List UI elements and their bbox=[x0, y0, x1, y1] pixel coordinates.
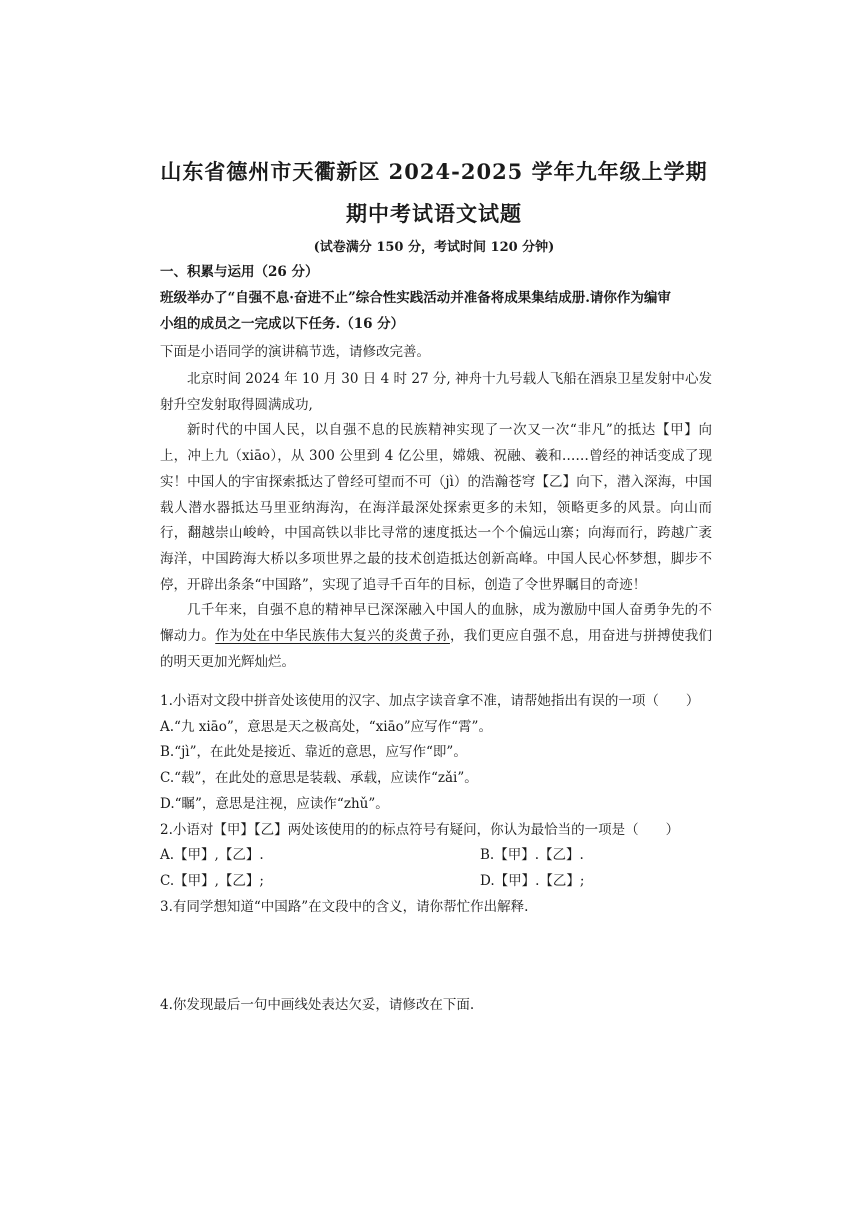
q2-option-c: C.【甲】,【乙】; bbox=[160, 872, 264, 889]
passage-paragraph-3 bbox=[160, 598, 712, 675]
q1-option-c: C.“载”，在此处的意思是装载、承载，应读作“zǎi”。 bbox=[160, 770, 478, 787]
passage-paragraph-2: 新时代的中国人民，以自强不息的民族精神实现了一次又一次“非凡”的抵达【甲】向上，冲上九（xiāo），从 300 公里到 4 亿公里，嫦娥、祝融、羲和……曾经的神话变成了现实！中国人的宇宙探索抵达了曾经可望而不可（jì）的浩瀚苍穹【乙】向下，潜入深海，中国载人潜水器抵达马里亚纳海沟，在海洋最深处探索更多的未知，领略更多的风景。向山而行，翻越崇山峻岭，中国高铁以非比寻常的速度抵达一个个偏远山寨；向海而行，跨越广袤海洋，中国跨海大桥以多项世界之最的技术创造抵达创新高峰。中国人民心怀梦想，脚步不停，开辟出条条“中国路”，实现了追寻千百年的目标，创造了令世界瞩目的奇迹！ bbox=[160, 422, 712, 593]
q2-option-d: D.【甲】.【乙】; bbox=[480, 872, 585, 889]
q2-options-row-1 bbox=[160, 843, 712, 869]
question-2: 2.小语对【甲】【乙】两处该使用的的标点符号有疑问，你认为最恰当的一项是（ ） bbox=[160, 821, 680, 838]
paragraph-3-start: 几千年来，自强不息的精神早已深深融入中国人的血脉，成为激励中国人奋勇争先的不懈动力。 bbox=[160, 602, 712, 645]
underlined-phrase: 作为处在中华民族伟大复兴的炎黄子孙 bbox=[215, 628, 450, 645]
exam-title-line1: 山东省德州市天衢新区 2024-2025 学年九年级上学期 bbox=[160, 159, 708, 184]
q1-option-a: A.“九 xiāo”，意思是天之极高处，“xiāo”应写作“霄”。 bbox=[160, 718, 492, 735]
question-3: 3.有同学想知道“中国路”在文段中的含义，请你帮忙作出解释. bbox=[160, 898, 529, 915]
q2-option-b: B.【甲】.【乙】. bbox=[480, 847, 584, 864]
q1-option-b: B.“jì”，在此处是接近、靠近的意思，应写作“即”。 bbox=[160, 744, 467, 761]
q1-option-d: D.“瞩”，意思是注视，应读作“zhǔ”。 bbox=[160, 795, 389, 812]
passage-paragraph-1: 北京时间 2024 年 10 月 30 日 4 时 27 分, 神舟十九号载人飞船在酒泉卫星发射中心发射升空发射取得圆满成功, bbox=[160, 371, 712, 413]
task-intro: 下面是小语同学的演讲稿节选，请修改完善。 bbox=[160, 344, 430, 360]
question-4: 4.你发现最后一句中画线处表达欠妥，请修改在下面. bbox=[160, 997, 475, 1013]
q2-option-a: A.【甲】,【乙】. bbox=[160, 847, 264, 864]
questions bbox=[160, 689, 712, 920]
exam-title-line2: 期中考试语文试题 bbox=[346, 201, 522, 226]
question-1: 1.小语对文段中拼音处该使用的汉字、加点字读音拿不准，请帮她指出有误的一项（ ） bbox=[160, 693, 700, 709]
task-line-1: 班级举办了“自强不息·奋进不止”综合性实践活动并准备将成果集结成册.请你作为编审 bbox=[160, 290, 671, 306]
section-heading: 一、积累与运用（26 分） bbox=[160, 264, 319, 280]
passage bbox=[160, 367, 712, 675]
task-line-2: 小组的成员之一完成以下任务.（16 分） bbox=[160, 316, 405, 332]
exam-note: (试卷满分 150 分，考试时间 120 分钟) bbox=[313, 240, 555, 255]
q2-options-row-2 bbox=[160, 869, 712, 895]
paragraph-3-end: ，我们更应自强不息，用奋进与拼搏使我们的明天更加光辉灿烂。 bbox=[160, 628, 713, 670]
